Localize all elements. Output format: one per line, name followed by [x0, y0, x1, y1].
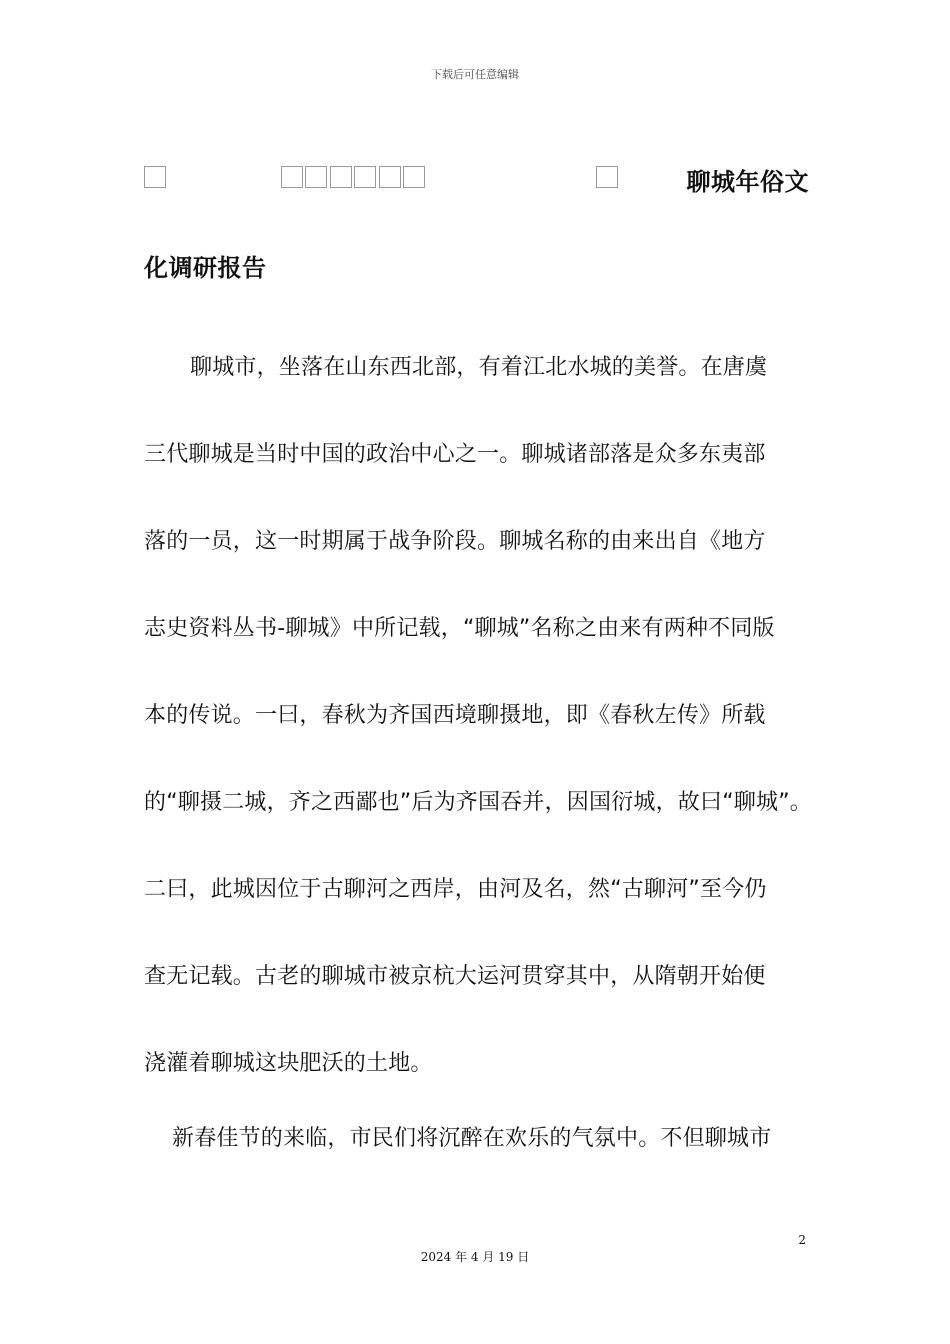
placeholder-box: [144, 166, 166, 188]
placeholder-box: [403, 166, 425, 188]
placeholder-box: [354, 166, 376, 188]
placeholder-box: [330, 166, 352, 188]
placeholder-box: [305, 166, 327, 188]
page-number: 2: [798, 1233, 806, 1247]
paragraph-line: 新春佳节的来临，市民们将沉醉在欢乐的气氛中。不但聊城市: [172, 1126, 772, 1151]
paragraph-line: 二曰，此城因位于古聊河之西岸，由河及名，然“古聊河”至今仍: [144, 877, 767, 902]
title-row: [144, 160, 809, 196]
paragraph-line: 聊城市，坐落在山东西北部，有着江北水城的美誉。在唐虞: [190, 355, 768, 380]
footer-date: 2024 年 4 月 19 日: [420, 1250, 530, 1264]
document-title-line2: 化调研报告: [144, 254, 267, 282]
paragraph-line: 志史资料丛书-聊城》中所记载，“聊城”名称之由来有两种不同版: [144, 616, 775, 641]
paragraph-line: 的“聊摄二城，齐之西鄙也”后为齐国吞并，因国衍城，故曰“聊城”。: [144, 790, 812, 815]
document-title-line1: 聊城年俗文: [686, 168, 809, 196]
placeholder-box: [596, 166, 618, 188]
placeholder-box: [281, 166, 303, 188]
paragraph-line: 三代聊城是当时中国的政治中心之一。聊城诸部落是众多东夷部: [144, 442, 766, 467]
header-note: 下载后可任意编辑: [431, 68, 519, 81]
paragraph-line: 浇灌着聊城这块肥沃的土地。: [144, 1051, 433, 1076]
paragraph-line: 落的一员，这一时期属于战争阶段。聊城名称的由来出自《地方: [144, 529, 766, 554]
paragraph-line: 查无记载。古老的聊城市被京杭大运河贯穿其中，从隋朝开始便: [144, 964, 766, 989]
placeholder-box: [379, 166, 401, 188]
paragraph-line: 本的传说。一曰，春秋为齐国西境聊摄地，即《春秋左传》所载: [144, 703, 766, 728]
